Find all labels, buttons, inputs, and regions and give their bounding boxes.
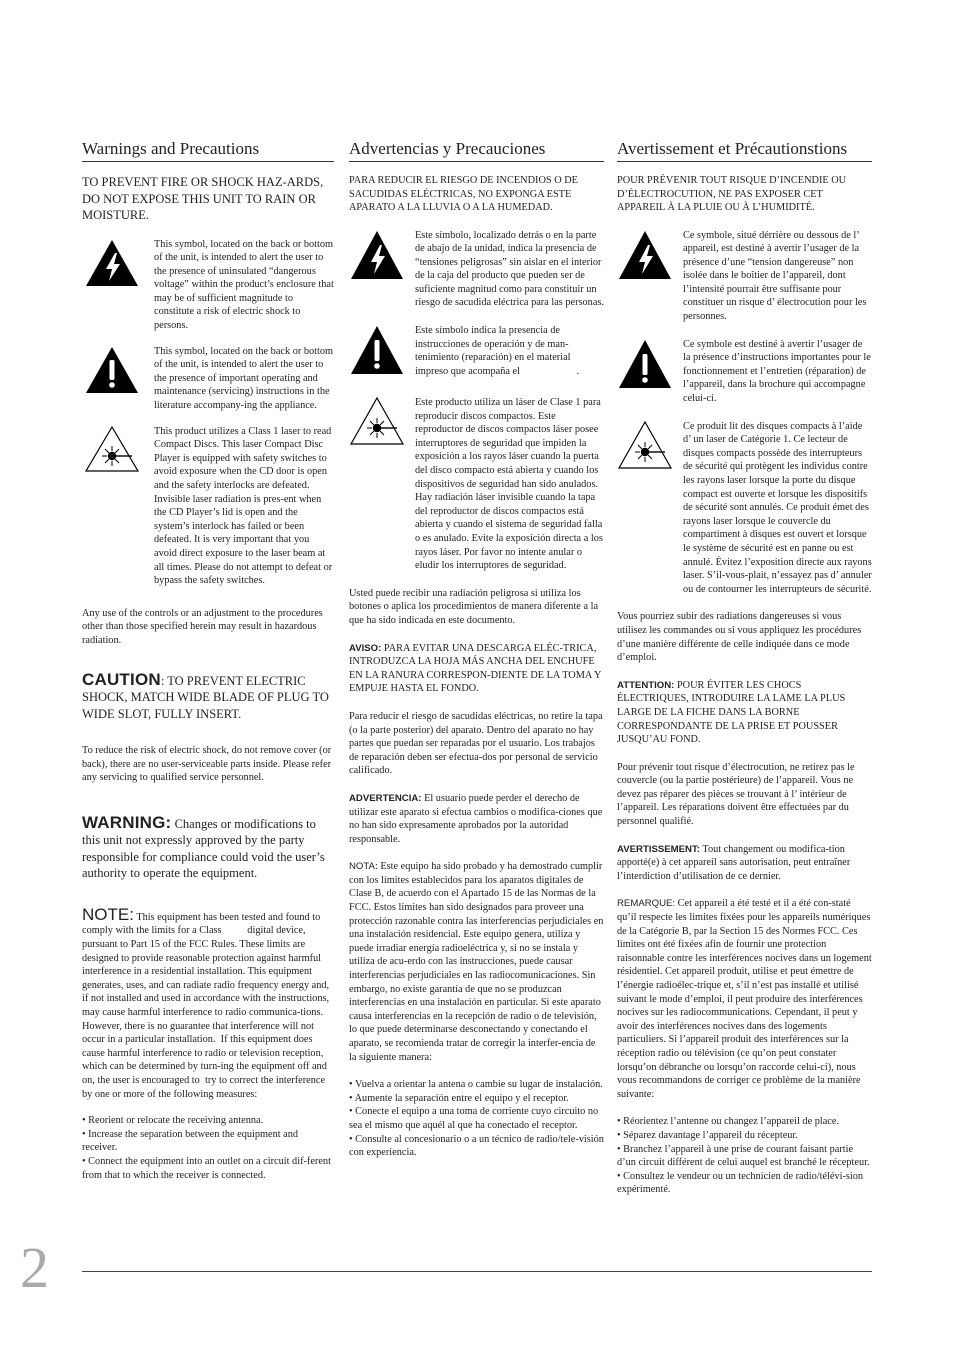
english-caution bbox=[82, 669, 334, 723]
english-bullet-list bbox=[82, 1114, 334, 1182]
warning-label: WARNING: bbox=[82, 812, 172, 832]
note-text: This equipment has been tested and found to comply with the limits for a Class digital device, pursuant to Part 15 of the FCC Rules. These limits are designed to provide reasonable protection against harmful interference in a residential installation. This equipment generates, uses, and can radiate radio frequency energy and, if not installed and used in accordance with the instructions, may cause harmful interference to radio communica-tions. However, there is no guarantee that interference will not occur in a particular installation. If this equipment does cause harmful interference to radio or television reception, which can be determined by turn-ing the equipment off and on, the user is encouraged to try to correct the interference by one or more of the following measures: bbox=[82, 911, 332, 1100]
french-laser-block bbox=[617, 420, 872, 597]
attention-label: ATTENTION: bbox=[617, 679, 675, 691]
laser-warning-icon bbox=[349, 396, 407, 454]
french-lightning-text: Ce symbole, situé dérrière ou dessous de l’ appareil, est destiné à avertir l’usager de la présence d’une “tension dangereuse” non isolée dans le boîtier de l’appareil, dont l’intensité pourrait être suffisante pour constituer un risque d’ électrocution pour les personnes. bbox=[683, 229, 867, 323]
spanish-laser-text: Este producto utiliza un láser de Clase 1 para reproducir discos compactos. Este reproductor de discos compactos láser posee interruptores de seguridad que impiden la exposición a los rayos láser cuando la puerta del disco compacto está abierta y cuando los dispositivos de seguridad han sido anulados. Hay radiación láser invisible cuando la tapa del reproductor de discos compactos está abierta y cuando el sistema de seguridad falla o es anulado. Evite la exposición directa a los rayos láser. Por favor no intente anular o eludir los interruptores de seguridad. bbox=[415, 397, 603, 572]
english-exclaim-text: This symbol, located on the back or bottom of the unit, is intended to alert the user to the presence of important operating and maintenance (servicing) instructions in the literature accompany-ing the appliance. bbox=[154, 345, 334, 412]
spanish-exclaim-block bbox=[349, 324, 604, 382]
french-lead: POUR PRÉVENIR TOUT RISQUE D’INCENDIE OU D’ÉLECTROCUTION, NE PAS EXPOSER CET APPAREIL À LA PLUIE OU À L’HUMIDITÉ. bbox=[617, 175, 847, 213]
laser-warning-icon bbox=[617, 420, 675, 478]
lightning-warning-icon bbox=[349, 229, 407, 287]
french-attention bbox=[617, 679, 872, 747]
french-controls-text: Vous pourriez subir des radiations dangereuses si vous utilisez les commandes ou si vous appliquez les procédures d’une manière différente de celle indiquée dans ce mode d’emploi. bbox=[617, 611, 862, 664]
french-column bbox=[617, 138, 872, 1197]
french-bullet-list bbox=[617, 1115, 872, 1197]
attention-text: POUR ÉVITER LES CHOCS ÉLECTRIQUES, INTRODUIRE LA LAME LA PLUS LARGE DE LA FICHE DANS LA BORNE CORRESPONDANTE DE LA PRISE ET POUSSER JUSQU’AU FOND. bbox=[617, 679, 846, 746]
exclamation-warning-icon bbox=[84, 345, 140, 403]
spanish-lightning-block bbox=[349, 229, 604, 311]
caution-label: CAUTION bbox=[82, 669, 161, 689]
english-controls-text: Any use of the controls or an adjustment to the procedures other than those specified herein may result in hazardous radiation. bbox=[82, 607, 323, 646]
french-shock-text: Pour prévenir tout risque d’électrocution, ne retirez pas le couvercle (ou la partie postérieure) de l’appareil. Vous ne devez pas réparer des pièces se trouvant à l’ intérieur de l’appareil. Les réparations doivent être effectuées par du personnel qualifié. bbox=[617, 761, 855, 828]
aviso-label: AVISO: bbox=[349, 642, 382, 654]
laser-warning-icon bbox=[84, 425, 140, 483]
avertissement-text: Tout changement ou modifica-tion apporté(e) à cet appareil sans autorisation, peut entraîner l’interdiction d’utilisation de ce dernier. bbox=[617, 843, 851, 882]
spanish-nota bbox=[349, 860, 604, 1064]
french-avertissement bbox=[617, 843, 872, 884]
english-column bbox=[82, 138, 334, 1182]
spanish-controls-text: Usted puede recibir una radiación peligrosa si utiliza los botones o aplica los procedimientos de manera diferente a la que ha sido indicada en este documento. bbox=[349, 587, 599, 626]
french-exclaim-text: Ce symbole est destiné à avertir l’usager de la présence d’instructions importantes pour le fonctionnement et l’entretien (réparation) de l’appareil, dans la brochure qui accompagne celui-ci. bbox=[683, 338, 871, 405]
english-lightning-block bbox=[82, 238, 334, 333]
spanish-column bbox=[349, 138, 604, 1160]
list-item: • Consultez le vendeur ou un technicien de radio/télévi-sion expérimenté. bbox=[617, 1170, 864, 1196]
french-exclaim-block bbox=[617, 338, 872, 406]
spanish-aviso bbox=[349, 642, 604, 696]
english-warning bbox=[82, 812, 334, 882]
exclamation-warning-icon bbox=[617, 338, 675, 396]
spanish-lead: PARA REDUCIR EL RIESGO DE INCENDIOS O DE SACUDIDAS ELÉCTRICAS, NO EXPONGA ESTE APARATO A LA LLUVIA O A LA HUMEDAD. bbox=[349, 175, 578, 213]
warning-text: Changes or modifications to this unit not expressly approved by the party responsible for compliance could void the user’s authority to operate the equipment. bbox=[82, 816, 325, 881]
list-item: • Séparez davantage l’appareil du récepteur. bbox=[617, 1129, 798, 1141]
exclamation-warning-icon bbox=[349, 324, 407, 382]
spanish-advertencia bbox=[349, 792, 604, 846]
lightning-warning-icon bbox=[617, 229, 675, 287]
list-item: • Conecte el equipo a una toma de corriente cuyo circuito no sea el mismo que aquél al que ha conectado el receptor. bbox=[349, 1106, 599, 1131]
english-shock-text: To reduce the risk of electric shock, do not remove cover (or back), there are no user-serviceable parts inside. Please refer any servicing to qualified service personnel. bbox=[82, 745, 332, 784]
french-laser-text: Ce produit lit des disques compacts à l’aide d’ un laser de Catégorie 1. Ce lecteur de disques compacts possède des interrupteurs de sécurité qui protègent les individus contre les rayons laser lorsque la porte du disque compact est ouverte et lorsque les dispositifs de sécurité sont annulés. Ce produit émet des rayons laser lorsque le couvercle du compartiment à disques est ouvert et lorsque le système de sécurité est en panne ou est annulé. Évitez l’exposition directe aux rayons laser. S’il-vous-plait, n’essayez pas d’ annuler ou de contourner les interrupteurs de sécurité. bbox=[683, 420, 872, 595]
french-lightning-block bbox=[617, 229, 872, 324]
spanish-lightning-text: Este símbolo, localizado detrás o en la parte de abajo de la unidad, indica la presencia de “tensiones peligrosas” sin aislar en el interior de la caja del producto que pueden ser de suficiente magnitud como para constituir un riesgo de sacudida eléctrica para las personas. bbox=[415, 229, 604, 309]
avertissement-label: AVERTISSEMENT: bbox=[617, 843, 700, 855]
spanish-laser-block bbox=[349, 396, 604, 573]
english-lead: TO PREVENT FIRE OR SHOCK HAZ-ARDS, DO NOT EXPOSE THIS UNIT TO RAIN OR MOISTURE. bbox=[82, 175, 324, 222]
list-item: • Reorient or relocate the receiving antenna. bbox=[82, 1115, 264, 1127]
list-item: • Vuelva a orientar la antena o cambie su lugar de instalación. bbox=[349, 1079, 603, 1091]
english-laser-block bbox=[82, 425, 334, 588]
spanish-heading: Advertencias y Precauciones bbox=[349, 138, 604, 162]
english-exclaim-block bbox=[82, 345, 334, 413]
spanish-bullet-list bbox=[349, 1078, 604, 1160]
remarque-text: Cet appareil a été testé et il a été con-staté qu’il respecte les limites fixées pour les appareils numériques de la Catégorie B, par la Section 15 des Normes FCC. Ces limites ont été fixées afin de fournir une protection raisonnable contre les interférences nocives dans un logement résidentiel. Cet appareil produit, utilise et peut émettre de l’énergie radioélec-trique et, s’il n’est pas installé et utilisé suivant le mode d’emploi, il peut produire des interférences nocives sur les radiocommunications. Cependant, il peut y avoir des interférences nocives dans des logements particuliers. Si l’appareil produit des interférences sur la réception radio ou télévision (ce qu’on peut constater lorsqu’on débranche ou lorsqu’on raccorde celui-ci), nous vous recommandons de corriger ce problème de la manière suivante: bbox=[617, 898, 872, 1100]
english-laser-text: This product utilizes a Class 1 laser to read Compact Discs. This laser Compact Disc Player is equipped with safety switches to avoid exposure when the CD door is open and the safety interlocks are defeated. Invisible laser radiation is pres-ent when the CD Player’s lid is open and the system’s interlock has failed or been defeated. It is very important that you avoid direct exposure to the laser beam at all times. Please do not attempt to defeat or bypass the safety switches. bbox=[154, 425, 333, 587]
list-item: • Increase the separation between the equipment and receiver. bbox=[82, 1128, 299, 1154]
english-note bbox=[82, 904, 334, 1101]
english-heading: Warnings and Precautions bbox=[82, 138, 334, 162]
spanish-exclaim-text: Este símbolo indica la presencia de instrucciones de operación y de man-tenimiento (reparación) en el material impreso que acompaña el . bbox=[415, 325, 580, 377]
list-item: • Aumente la separación entre el equipo y el receptor. bbox=[349, 1092, 569, 1104]
advertencia-label: ADVERTENCIA: bbox=[349, 792, 422, 804]
note-label: NOTE: bbox=[82, 904, 134, 924]
spanish-shock-text: Para reducir el riesgo de sacudidas eléctricas, no retire la tapa (o la parte posterior) del aparato. Dentro del aparato no hay partes que puedan ser reparadas por el usuario. Los trabajos de reparación deben ser efectua-dos por personal de servicio calificado. bbox=[349, 710, 603, 777]
french-remarque bbox=[617, 897, 872, 1101]
caution-text: : TO PREVENT ELECTRIC SHOCK, MATCH WIDE BLADE OF PLUG TO WIDE SLOT, FULLY INSERT. bbox=[82, 673, 329, 721]
aviso-text: PARA EVITAR UNA DESCARGA ELÉC-TRICA, INTRODUZCA LA HOJA MÁS ANCHA DEL ENCHUFE EN LA RANURA CORRESPON-DIENTE DE LA TOMA Y EMPUJE HASTA EL FONDO. bbox=[349, 642, 602, 695]
nota-label: NOTA bbox=[349, 861, 375, 873]
list-item: • Consulte al concesionario o a un técnico de radio/tele-visión con experiencia. bbox=[349, 1133, 604, 1159]
remarque-label: REMARQUE: bbox=[617, 898, 676, 910]
page-number: 2 bbox=[20, 1235, 49, 1300]
french-heading: Avertissement et Précautionstions bbox=[617, 138, 872, 162]
list-item: • Réorientez l’antenne ou changez l’appareil de place. bbox=[617, 1116, 840, 1128]
nota-text: : Este equipo ha sido probado y ha demostrado cumplir con los límites establecidos para los aparatos digitales de Clase B, de acuerdo con el Apartado 15 de las Normas de la FCC. Estos límites han sido designados para proveer una protección razonable contra las interferencias perjudiciales en una instalación residencial. Este equipo genera, utiliza y puede irradiar energía radioeléctrica y, si no se instala y utiliza de acu-erdo con las instrucciones, puede causar interferencias perjudiciales en las radiocomunicaciones. Sin embargo, no existe garantía de que no se produzcan interferencias en una instalación en particular. Si este aparato causa interferencias en la recepción de radio o de televisión, lo que puede determinarse desconectando y conectando el aparato, se recomienda tratar de corregir la interfer-encia de la siguiente manera: bbox=[349, 861, 604, 1063]
advertencia-text: El usuario puede perder el derecho de utilizar este aparato si efectua cambios o modifica-ciones que no han sido expresamente aprobados por la autoridad responsable. bbox=[349, 792, 603, 845]
footer-divider bbox=[82, 1271, 872, 1272]
list-item: • Connect the equipment into an outlet on a circuit dif-ferent from that to which the receiver is connected. bbox=[82, 1155, 331, 1181]
list-item: • Branchez l’appareil à une prise de courant faisant partie d’un circuit différent de celui auquel est branché le récepteur. bbox=[617, 1143, 870, 1169]
english-lightning-text: This symbol, located on the back or bottom of the unit, is intended to alert the user to the presence of uninsulated “dangerous voltage” within the product’s enclosure that may be of sufficient magnitude to constitute a risk of electric shock to persons. bbox=[154, 238, 334, 332]
lightning-warning-icon bbox=[84, 238, 140, 296]
